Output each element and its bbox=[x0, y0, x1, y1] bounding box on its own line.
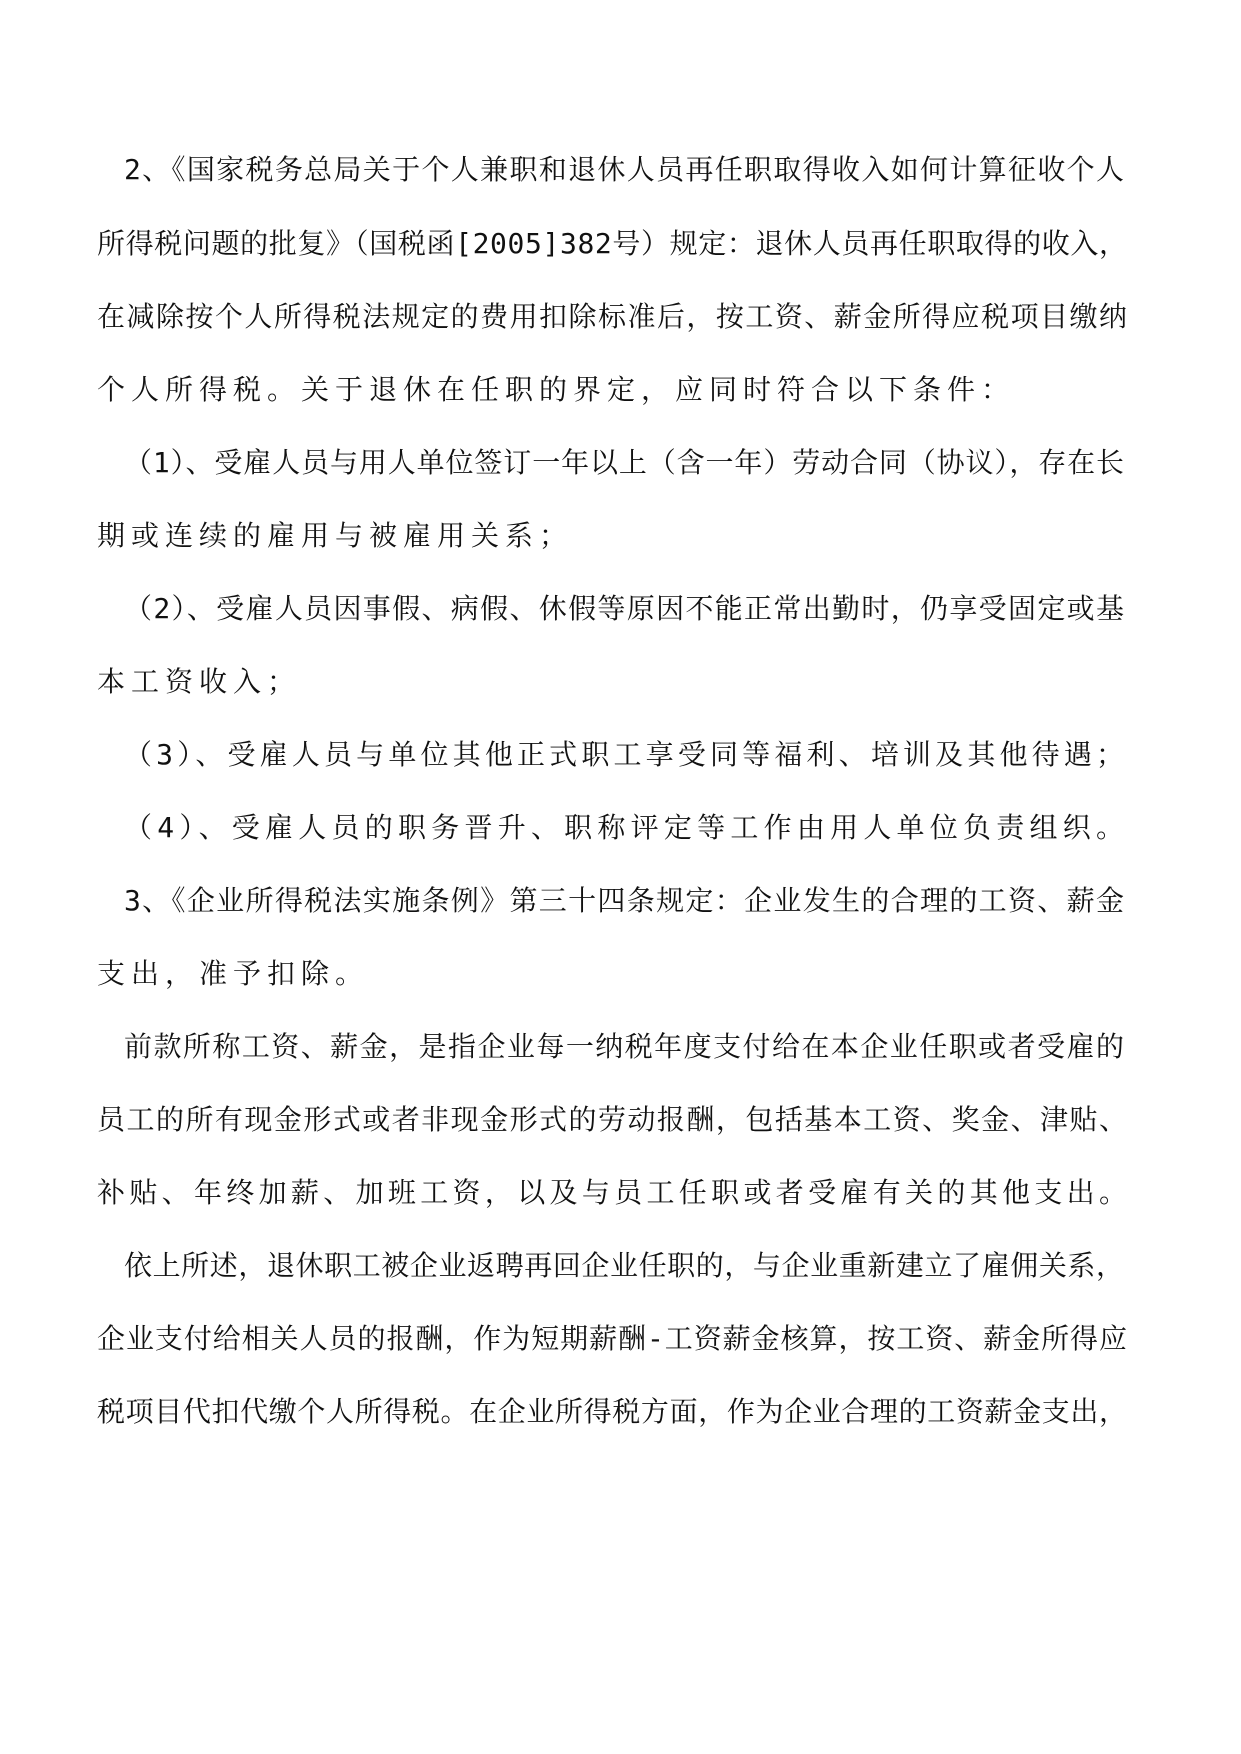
text-line-8: 本工资收入； bbox=[97, 665, 302, 698]
text-line-17: 企业支付给相关人员的报酬，作为短期薪酬-工资薪金核算，按工资、薪金所得应 bbox=[97, 1322, 1128, 1355]
text-line-11: 3、《企业所得税法实施条例》第三十四条规定：企业发生的合理的工资、薪金 bbox=[124, 884, 1126, 917]
text-line-15: 补贴、年终加薪、加班工资，以及与员工任职或者受雇有关的其他支出。 bbox=[97, 1176, 1132, 1209]
text-line-18: 税项目代扣代缴个人所得税。在企业所得税方面，作为企业合理的工资薪金支出， bbox=[97, 1395, 1128, 1428]
text-line-7: （2）、受雇人员因事假、病假、休假等原因不能正常出勤时，仍享受固定或基 bbox=[124, 592, 1126, 625]
text-line-6: 期或连续的雇用与被雇用关系； bbox=[97, 519, 574, 552]
text-line-16: 依上所述，退休职工被企业返聘再回企业任职的，与企业重新建立了雇佣关系， bbox=[124, 1249, 1125, 1282]
text-line-5: （1）、受雇人员与用人单位签订一年以上（含一年）劳动合同（协议），存在长 bbox=[124, 446, 1125, 479]
text-line-4: 个人所得税。关于退休在任职的界定，应同时符合以下条件： bbox=[97, 373, 1016, 406]
text-line-2: 所得税问题的批复》（国税函[2005]382号）规定：退休人员再任职取得的收入， bbox=[97, 227, 1128, 260]
text-line-3: 在减除按个人所得税法规定的费用扣除标准后，按工资、薪金所得应税项目缴纳 bbox=[97, 300, 1129, 333]
text-line-9: （3）、受雇人员与单位其他正式职工享受同等福利、培训及其他待遇； bbox=[124, 738, 1129, 771]
text-line-13: 前款所称工资、薪金，是指企业每一纳税年度支付给在本企业任职或者受雇的 bbox=[124, 1030, 1126, 1063]
text-line-12: 支出，准予扣除。 bbox=[97, 957, 370, 990]
text-line-14: 员工的所有现金形式或者非现金形式的劳动报酬，包括基本工资、奖金、津贴、 bbox=[97, 1103, 1129, 1136]
text-line-10: （4）、受雇人员的职务晋升、职称评定等工作由用人单位负责组织。 bbox=[124, 811, 1130, 844]
text-line-1: 2、《国家税务总局关于个人兼职和退休人员再任职取得收入如何计算征收个人 bbox=[124, 153, 1126, 186]
